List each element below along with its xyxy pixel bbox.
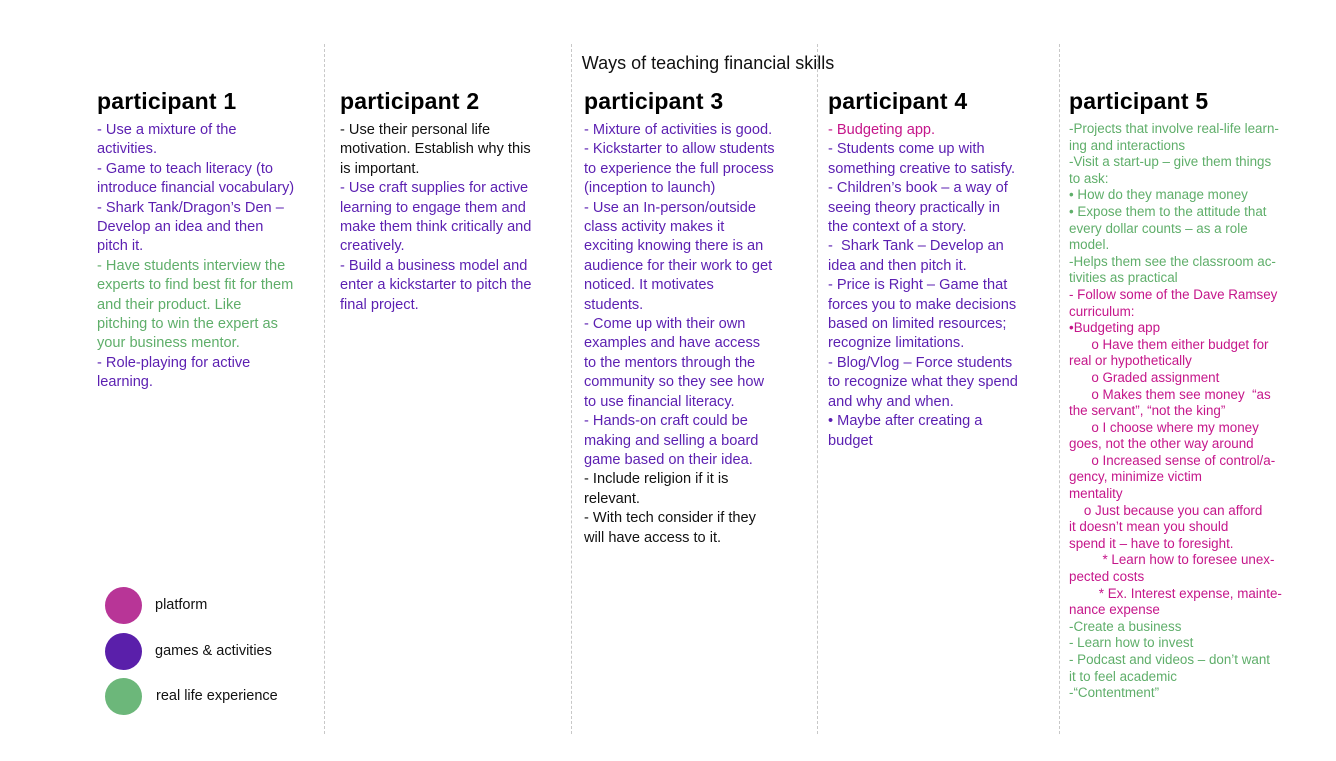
note-line: * Ex. Interest expense, mainte- [1069, 585, 1282, 601]
note-line: the context of a story. [828, 219, 967, 236]
note-line: - Budgeting app. [828, 122, 936, 138]
legend-label: real life experience [156, 688, 278, 704]
note-line: making and selling a board [584, 432, 759, 449]
participant-5-notes [1069, 121, 1331, 702]
participant-4-header: participant 4 [828, 88, 968, 114]
note-line: the servant”, “not the king” [1069, 403, 1226, 419]
note-line: pected costs [1069, 569, 1145, 585]
note-line: based on limited resources; [828, 316, 1007, 333]
note-line: o Graded assignment [1069, 369, 1220, 385]
note-line: - With tech consider if they [584, 510, 756, 527]
participant-2-header: participant 2 [340, 88, 480, 114]
legend-label: platform [155, 597, 208, 613]
note-line: - Use their personal life [340, 122, 491, 138]
note-line: - Have students interview the [97, 257, 286, 274]
participant-4-column [828, 88, 1053, 451]
note-line: every dollar counts – as a role [1069, 220, 1248, 236]
participant-5-column [1069, 88, 1331, 702]
note-line: activities. [97, 141, 158, 158]
note-line: it to feel academic [1069, 668, 1177, 684]
note-line: - Blog/Vlog – Force students [828, 354, 1013, 371]
note-line: learning. [97, 374, 153, 391]
note-line: to use financial literacy. [584, 393, 735, 410]
note-line: - Use craft supplies for active [340, 180, 529, 197]
participant-1-column [97, 88, 319, 393]
participant-1-notes [97, 121, 319, 393]
note-line: creatively. [340, 238, 405, 255]
note-line: seeing theory practically in [828, 199, 1000, 216]
note-line: to ask: [1069, 170, 1109, 186]
note-line: - Come up with their own [584, 316, 746, 333]
note-line: experts to find best fit for them [97, 277, 294, 294]
note-line: ing and interactions [1069, 137, 1186, 153]
note-line: • Expose them to the attitude that [1069, 203, 1267, 219]
note-line: relevant. [584, 490, 640, 507]
note-line: - Use a mixture of the [97, 122, 237, 138]
note-line: -Projects that involve real-life learn- [1069, 121, 1279, 136]
legend-label: games & activities [155, 643, 272, 659]
note-line: * Learn how to foresee unex- [1069, 552, 1275, 568]
note-line: -Visit a start-up – give them things [1069, 154, 1272, 170]
note-line: • How do they manage money [1069, 187, 1248, 203]
participant-2-column [340, 88, 562, 315]
participant-3-notes [584, 121, 809, 548]
note-line: - Kickstarter to allow students [584, 141, 775, 158]
note-line: - Children’s book – a way of [828, 180, 1008, 197]
note-line: introduce financial vocabulary) [97, 180, 295, 197]
note-line: -Create a business [1069, 618, 1182, 634]
note-line: - Mixture of activities is good. [584, 122, 773, 138]
participant-1-header: participant 1 [97, 88, 237, 114]
note-line: o Have them either budget for [1069, 336, 1269, 352]
participant-3-header: participant 3 [584, 88, 724, 114]
participant-5-header: participant 5 [1069, 88, 1209, 114]
note-line: recognize limitations. [828, 335, 965, 352]
platform-dot-icon [105, 587, 142, 624]
note-line: to recognize what they spend [828, 374, 1018, 391]
note-line: -Helps them see the classroom ac- [1069, 253, 1276, 269]
note-line: nance expense [1069, 602, 1160, 618]
participant-3-column [584, 88, 809, 548]
note-line: - Follow some of the Dave Ramsey [1069, 286, 1278, 302]
note-line: spend it – have to foresight. [1069, 535, 1234, 551]
note-line: (inception to launch) [584, 180, 716, 197]
note-line: goes, not the other way around [1069, 436, 1254, 452]
note-line: budget [828, 432, 873, 449]
note-line: idea and then pitch it. [828, 257, 967, 274]
note-line: noticed. It motivates [584, 277, 714, 294]
note-line: - Use an In-person/outside [584, 199, 756, 216]
note-line: •Budgeting app [1069, 320, 1161, 336]
note-line: game based on their idea. [584, 451, 753, 468]
note-line: it doesn’t mean you should [1069, 519, 1229, 535]
note-line: something creative to satisfy. [828, 160, 1016, 177]
note-line: curriculum: [1069, 303, 1135, 319]
note-line: - Build a business model and [340, 257, 528, 274]
column-divider [324, 44, 325, 734]
note-line: - Price is Right – Game that [828, 277, 1008, 294]
note-line: your business mentor. [97, 335, 240, 352]
note-line: - Students come up with [828, 141, 985, 158]
note-line: mentality [1069, 486, 1123, 502]
note-line: to experience the full process [584, 160, 774, 177]
note-line: - Game to teach literacy (to [97, 160, 274, 177]
participant-4-notes [828, 121, 1053, 451]
note-line: o Just because you can afford [1069, 502, 1263, 518]
note-line: forces you to make decisions [828, 296, 1017, 313]
note-line: - Hands-on craft could be [584, 413, 748, 430]
note-line: Develop an idea and then [97, 219, 264, 236]
note-line: • Maybe after creating a [828, 413, 983, 430]
note-line: model. [1069, 237, 1110, 253]
note-line: o Increased sense of control/a- [1069, 452, 1276, 468]
note-line: make them think critically and [340, 219, 532, 236]
column-divider [817, 44, 818, 734]
note-line: o I choose where my money [1069, 419, 1259, 435]
column-divider [1059, 44, 1060, 734]
note-line: final project. [340, 296, 419, 313]
note-line: learning to engage them and [340, 199, 526, 216]
column-divider [571, 44, 572, 734]
note-line: will have access to it. [584, 529, 722, 546]
note-line: pitch it. [97, 238, 144, 255]
note-line: gency, minimize victim [1069, 469, 1202, 485]
note-line: - Shark Tank/Dragon’s Den – [97, 199, 284, 216]
note-line: community so they see how [584, 374, 765, 391]
note-line: - Learn how to invest [1069, 635, 1194, 651]
games-dot-icon [105, 633, 142, 670]
page-title: Ways of teaching financial skills [581, 53, 835, 73]
note-line: examples and have access [584, 335, 761, 352]
note-line: - Role-playing for active [97, 354, 251, 371]
note-line: pitching to win the expert as [97, 316, 278, 333]
note-line: is important. [340, 160, 420, 177]
note-line: to the mentors through the [584, 354, 756, 371]
note-line: - Podcast and videos – don’t want [1069, 652, 1270, 667]
note-line: audience for their work to get [584, 257, 773, 274]
note-line: tivities as practical [1069, 270, 1178, 286]
note-line: exciting knowing there is an [584, 238, 764, 255]
note-line: class activity makes it [584, 219, 725, 236]
note-line: motivation. Establish why this [340, 141, 531, 158]
note-line: -“Contentment” [1069, 685, 1160, 701]
note-line: - Include religion if it is [584, 471, 729, 488]
note-line: enter a kickstarter to pitch the [340, 277, 532, 294]
note-line: students. [584, 296, 644, 313]
note-line: real or hypothetically [1069, 353, 1192, 369]
real-dot-icon [105, 678, 142, 715]
note-line: and why and when. [828, 393, 954, 410]
note-line: and their product. Like [97, 296, 242, 313]
participant-2-notes [340, 121, 562, 315]
note-line: o Makes them see money “as [1069, 386, 1271, 402]
note-line: - Shark Tank – Develop an [828, 238, 1004, 255]
